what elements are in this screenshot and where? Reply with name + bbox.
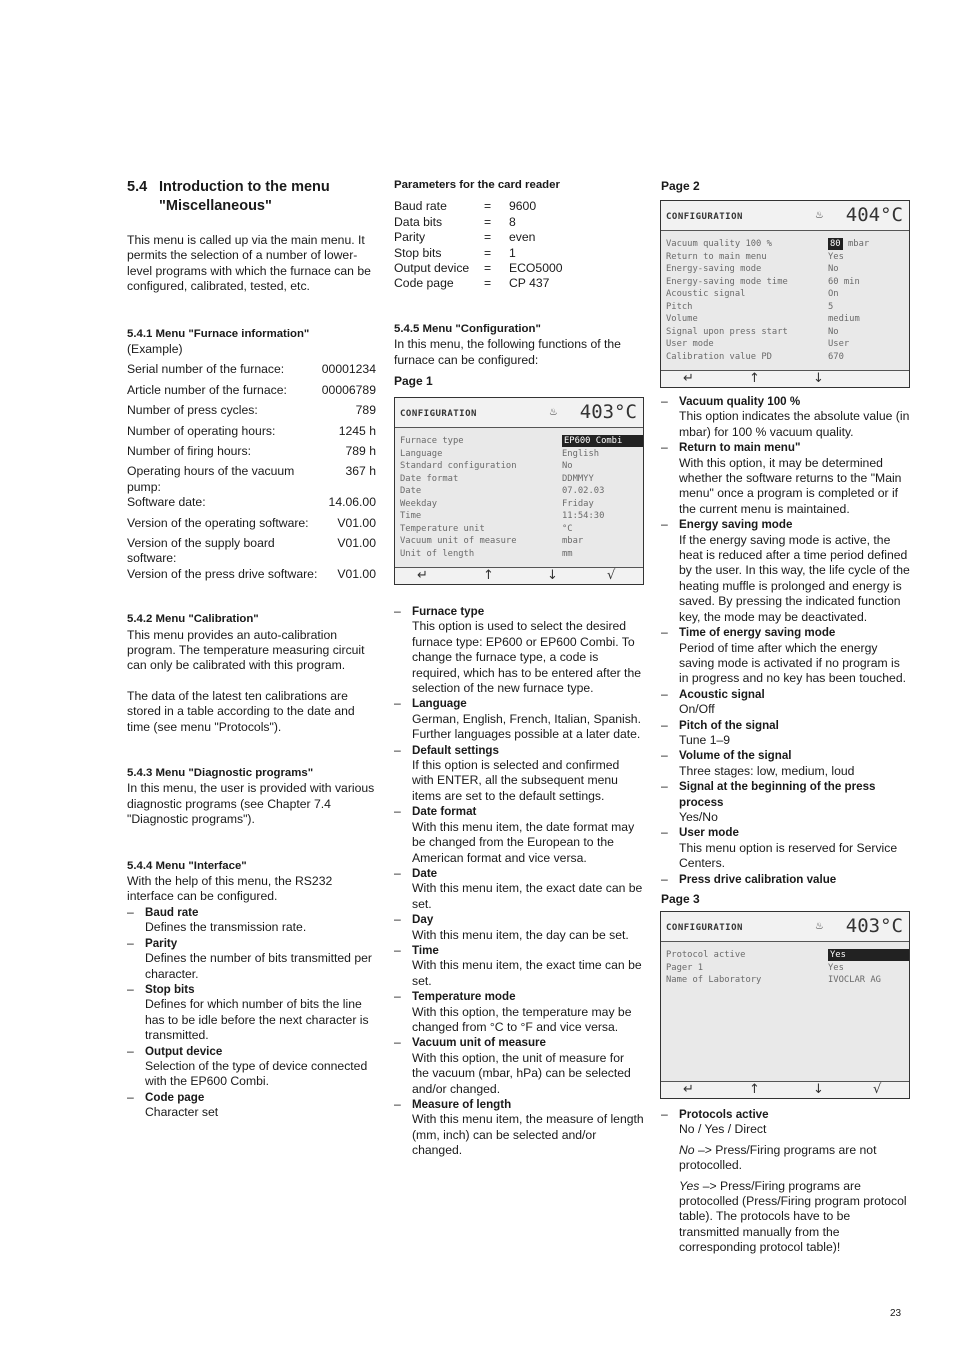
interface-item-desc: Selection of the type of device connected with the EP600 Combi. — [145, 1058, 368, 1089]
furnace-info-value: 00001234 — [321, 362, 376, 377]
lcd-row — [666, 351, 909, 364]
furnace-info-row — [127, 424, 376, 444]
misc-item-desc: Three stages: low, medium, loud — [679, 763, 855, 778]
furnace-info-row — [127, 464, 376, 495]
misc-item-title: Acoustic signal — [679, 687, 765, 701]
interface-item-title: Parity — [145, 936, 178, 950]
lcd-row-value: On — [828, 289, 839, 299]
params-table — [394, 199, 563, 291]
flame-icon: ♨ — [815, 918, 823, 932]
params-heading: Parameters for the card reader — [394, 179, 560, 191]
section-title — [159, 178, 330, 216]
interface-item-title: Code page — [145, 1090, 205, 1104]
up-arrow-icon[interactable]: ↑ — [749, 1082, 760, 1097]
lcd-row — [400, 510, 643, 523]
furnace-info-label: Operating hours of the vacuum pump: — [127, 464, 295, 494]
lcd-row-label: Energy-saving mode — [666, 264, 762, 274]
lcd-screen-page3 — [660, 911, 910, 1099]
lcd-row-label: Unit of length — [400, 548, 475, 559]
param-label: Parity — [394, 230, 426, 245]
lcd-screen-page2 — [660, 200, 910, 388]
misc-item-desc: Tune 1–9 — [679, 732, 731, 747]
back-icon[interactable]: ↵ — [683, 371, 694, 386]
interface-item — [127, 1044, 376, 1090]
back-icon[interactable]: ↵ — [683, 1082, 694, 1097]
lcd-rows — [666, 949, 909, 987]
misc-item-desc: If the energy saving mode is active, the heat is reduced after a time period defined by the user. In this way, the life cycle of the heating muffle is prolonged and energy is saved. By pressing the indicated function key, the mode may be deactivated. — [679, 532, 910, 624]
furnace-info-value: 789 h — [345, 444, 376, 458]
lcd-row-label: Return to main menu — [666, 251, 767, 262]
furnace-info-row — [127, 403, 376, 423]
lcd-row-value: medium — [828, 314, 860, 324]
section-title-line1: Introduction to the menu — [159, 179, 330, 195]
param-row — [394, 199, 563, 214]
lcd-temperature: 404°C — [845, 204, 903, 226]
config-item-desc: With this menu item, the exact time can be set. — [412, 958, 642, 988]
lcd-row-label: Date — [400, 486, 422, 496]
misc-item-title: Vacuum quality 100 % — [679, 395, 801, 408]
protocols-block — [661, 1107, 911, 1256]
misc-item — [661, 718, 911, 749]
param-label: Baud rate — [394, 199, 447, 214]
misc-item-desc: On/Off — [679, 702, 715, 717]
interface-item — [127, 982, 376, 1044]
lcd-row-value: IVOCLAR AG — [828, 975, 881, 985]
furnace-info-label: Version of the operating software: — [127, 515, 309, 530]
misc-item — [661, 779, 911, 825]
furnace-info-value: V01.00 — [337, 515, 376, 530]
protocols-title: Protocols active — [679, 1108, 769, 1121]
config-item — [394, 866, 644, 912]
furnace-info-label: Number of operating hours: — [127, 423, 276, 438]
lcd-row-value: Yes — [828, 251, 844, 262]
furnace-info-row — [127, 444, 376, 464]
param-row — [394, 230, 563, 245]
lcd-row — [400, 498, 643, 511]
param-value: 9600 — [509, 199, 537, 214]
lcd-row-label: Vacuum unit of measure — [400, 536, 517, 546]
lcd-row — [666, 301, 909, 314]
param-label: Data bits — [394, 214, 443, 229]
furnace-info-table — [127, 362, 376, 587]
config-item-title: Vacuum unit of measure — [412, 1036, 547, 1050]
lcd-row — [400, 473, 643, 486]
lcd-row-label: Time — [400, 511, 422, 521]
lcd-row-value: Yes — [828, 949, 909, 961]
lcd-title: CONFIGURATION — [400, 409, 477, 419]
config-item — [394, 912, 644, 943]
lcd-row — [666, 251, 909, 264]
lcd-header — [395, 398, 643, 428]
lcd-row-value: English — [562, 448, 600, 459]
param-eq: = — [484, 230, 492, 245]
interface-item-desc: Defines for which number of bits the line has to be idle before the next character is transmitted. — [145, 997, 369, 1043]
param-eq: = — [484, 199, 492, 214]
lcd-row-label: User mode — [666, 339, 714, 349]
lcd-row-label: Date format — [400, 473, 459, 484]
lcd-row — [666, 276, 909, 289]
furnace-info-value: 14.06.00 — [328, 495, 376, 510]
lcd-screen-page1 — [394, 397, 644, 585]
up-arrow-icon[interactable]: ↑ — [749, 371, 760, 386]
misc-item-title: Time of energy saving mode — [679, 626, 836, 640]
param-value: even — [509, 230, 536, 245]
lcd-rows — [666, 238, 909, 363]
config-item-desc: If this option is selected and confirmed with ENTER, all the subsequent menu items are set to the default settings. — [412, 758, 620, 803]
furnace-info-value: V01.00 — [337, 535, 376, 550]
misc-item — [661, 825, 911, 871]
lcd-row-value: No — [562, 461, 573, 471]
intro-text: This menu is called up via the main menu. It permits the selection of a number of lower-level programs with which the furnace can be configured, calibrated, tested, etc. — [127, 233, 371, 294]
section-heading — [127, 178, 376, 216]
diagnostic-heading: 5.4.3 Menu "Diagnostic programs" — [127, 767, 314, 780]
misc-item — [661, 440, 911, 517]
config-item-desc: With this menu item, the day can be set. — [412, 927, 629, 942]
lcd-row-value: 80 — [830, 239, 841, 249]
furnace-info-heading: 5.4.1 Menu "Furnace information" — [127, 327, 310, 340]
page2-label: Page 2 — [661, 179, 700, 193]
lcd-row-value: No — [828, 326, 839, 337]
lcd-row-label: Temperature unit — [400, 523, 485, 534]
lcd-row-value: °C — [562, 523, 573, 534]
lcd-row-label: Protocol active — [666, 950, 746, 960]
lcd-row-value: User — [828, 339, 850, 349]
config-item-title: Date format — [412, 805, 477, 819]
interface-item-title: Stop bits — [145, 982, 195, 996]
lcd-row-value: 11:54:30 — [562, 511, 605, 521]
misc-item-title: Press drive calibration value — [679, 872, 837, 886]
lcd-row — [666, 974, 909, 987]
lcd-row-label: Signal upon press start — [666, 326, 788, 337]
yes-word: Yes — [679, 1178, 700, 1193]
lcd-footer — [661, 1081, 909, 1098]
misc-item — [661, 748, 911, 779]
furnace-info-value: 00006789 — [321, 382, 376, 397]
page-number: 23 — [890, 1308, 902, 1319]
furnace-info-label: Number of press cycles: — [127, 403, 258, 418]
misc-item — [661, 625, 911, 687]
lcd-row — [400, 485, 643, 498]
furnace-info-example: (Example) — [127, 342, 183, 357]
lcd-row-label: Weekday — [400, 498, 438, 509]
lcd-row-value: Friday — [562, 498, 594, 509]
interface-item — [127, 905, 376, 936]
config-item — [394, 1035, 644, 1097]
lcd-row-label: Acoustic signal — [666, 289, 746, 299]
param-value: ECO5000 — [509, 261, 563, 276]
lcd-row-label: Energy-saving mode time — [666, 276, 788, 287]
interface-item-desc: Defines the number of bits transmitted per character. — [145, 951, 372, 981]
lcd-row — [666, 238, 909, 251]
lcd-row — [400, 435, 643, 448]
furnace-info-label: Article number of the furnace: — [127, 382, 287, 397]
interface-item-desc: Character set — [145, 1105, 219, 1120]
lcd-row-label: Language — [400, 448, 443, 459]
param-eq: = — [484, 261, 492, 276]
lcd-footer — [395, 567, 643, 584]
lcd-row-value: No — [828, 264, 839, 274]
furnace-info-label: Software date: — [127, 495, 206, 510]
lcd-row-label: Volume — [666, 314, 698, 324]
lcd-title: CONFIGURATION — [666, 212, 743, 222]
page1-label: Page 1 — [394, 374, 433, 389]
protocols-no — [679, 1143, 911, 1174]
interface-list — [127, 905, 376, 1121]
calibration-text-1: This menu provides an auto-calibration program. The temperature measuring circuit can only be calibrated with this program. — [127, 627, 365, 673]
misc-item-desc: This option indicates the absolute value (in mbar) for 100 % vacuum quality. — [679, 409, 910, 439]
config-text: In this menu, the following functions of the furnace can be configured: — [394, 337, 621, 367]
no-word: No — [679, 1142, 695, 1157]
param-label: Output device — [394, 261, 470, 276]
lcd-temperature: 403°C — [579, 401, 637, 423]
misc-item-title: Signal at the beginning of the press process — [679, 780, 876, 809]
config-items-list — [394, 604, 644, 1159]
param-eq: = — [484, 276, 492, 291]
misc-item — [661, 687, 911, 718]
protocols-item — [661, 1107, 911, 1256]
lcd-row-unit: mbar — [848, 239, 870, 249]
flame-icon: ♨ — [549, 404, 557, 418]
lcd-rows — [400, 435, 643, 560]
lcd-row-value: 60 min — [828, 276, 860, 287]
misc-item-title: Energy saving mode — [679, 518, 793, 532]
interface-item-title: Baud rate — [145, 905, 199, 919]
interface-item — [127, 1090, 376, 1121]
down-arrow-icon[interactable]: ↓ — [813, 371, 824, 386]
config-item — [394, 743, 644, 805]
param-eq: = — [484, 245, 492, 260]
param-value: 8 — [509, 214, 516, 229]
param-row — [394, 215, 563, 230]
column-middle — [394, 178, 643, 389]
misc-item-desc: With this option, it may be determined whether the software returns to the "Main menu" once a program is completed or if the current menu is maintained. — [679, 455, 902, 516]
lcd-temperature: 403°C — [845, 915, 903, 937]
lcd-row — [400, 523, 643, 536]
misc-item-desc: Yes/No — [679, 809, 718, 824]
config-item-desc: With this menu item, the exact date can be set. — [412, 881, 643, 911]
config-item — [394, 943, 644, 989]
config-item — [394, 804, 644, 866]
interface-item — [127, 936, 376, 982]
lcd-row-value: 5 — [828, 301, 834, 312]
misc-items-list — [661, 394, 911, 887]
check-icon[interactable]: √ — [873, 1082, 882, 1097]
furnace-info-label: Number of firing hours: — [127, 444, 251, 458]
interface-item-title: Output device — [145, 1044, 223, 1058]
back-icon[interactable]: ↵ — [417, 568, 428, 583]
furnace-info-value: 367 h — [345, 464, 376, 479]
param-value: CP 437 — [509, 276, 550, 291]
config-item-desc: With this menu item, the measure of length (mm, inch) can be selected and/or changed. — [412, 1112, 644, 1158]
lcd-row-label: Standard configuration — [400, 461, 517, 471]
lcd-row-value: Yes — [828, 962, 844, 973]
misc-item-desc: This menu option is reserved for Service Centers. — [679, 840, 898, 871]
lcd-row-label: Vacuum quality 100 % — [666, 239, 772, 249]
lcd-row — [400, 535, 643, 548]
misc-item-title: User mode — [679, 826, 739, 840]
lcd-row-value: 670 — [828, 351, 844, 362]
config-item-title: Day — [412, 913, 434, 927]
param-label: Code page — [394, 276, 454, 291]
misc-item — [661, 394, 911, 440]
yes-text: –> Press/Firing programs are protocolled (Press/Firing program protocol table). The protocols have to be transmitted manually from the corresponding protocol table)! — [679, 1178, 907, 1255]
misc-item-title: Volume of the signal — [679, 749, 792, 763]
config-item-desc: This option is used to select the desired furnace type: EP600 or EP600 Combi. To change the furnace type, a code is required, which has to be entered after the selection of the new furnace type. — [412, 619, 641, 696]
config-item — [394, 604, 644, 696]
lcd-footer — [661, 370, 909, 387]
lcd-row — [400, 460, 643, 473]
lcd-row-label: Pager 1 — [666, 962, 704, 973]
down-arrow-icon[interactable]: ↓ — [547, 568, 558, 583]
lcd-row-label: Name of Laboratory — [666, 975, 762, 985]
down-arrow-icon[interactable]: ↓ — [813, 1082, 824, 1097]
lcd-header — [661, 201, 909, 231]
lcd-row — [666, 326, 909, 339]
lcd-row-label: Furnace type — [400, 436, 464, 446]
lcd-row — [666, 288, 909, 301]
config-item-title: Default settings — [412, 743, 499, 757]
section-title-line2: "Miscellaneous" — [159, 198, 272, 214]
furnace-info-row — [127, 495, 376, 515]
param-row — [394, 246, 563, 261]
furnace-info-value: V01.00 — [337, 566, 376, 581]
lcd-row-value: DDMMYY — [562, 473, 594, 484]
lcd-row — [666, 313, 909, 326]
config-item-desc: With this option, the temperature may be changed from °C to °F and vice versa. — [412, 1004, 632, 1034]
up-arrow-icon[interactable]: ↑ — [483, 568, 494, 583]
misc-item — [661, 872, 911, 887]
furnace-info-row — [127, 516, 376, 536]
protocols-desc: No / Yes / Direct — [679, 1122, 767, 1137]
lcd-row-label: Pitch — [666, 301, 693, 312]
lcd-row — [666, 962, 909, 975]
column-left — [127, 178, 376, 1121]
interface-item-desc: Defines the transmission rate. — [145, 920, 307, 935]
page3-label: Page 3 — [661, 892, 700, 906]
furnace-info-label: Version of the supply board software: — [127, 535, 275, 566]
furnace-info-row — [127, 362, 376, 382]
furnace-info-value: 1245 h — [338, 423, 376, 438]
interface-text: With the help of this menu, the RS232 interface can be configured. — [127, 874, 333, 904]
misc-item-title: Pitch of the signal — [679, 718, 779, 732]
lcd-header — [661, 912, 909, 942]
config-item-title: Time — [412, 943, 439, 957]
section-number: 5.4 — [127, 179, 148, 195]
config-heading: 5.4.5 Menu "Configuration" — [394, 322, 541, 335]
param-row — [394, 276, 563, 291]
lcd-row — [400, 548, 643, 561]
param-label: Stop bits — [394, 245, 442, 260]
lcd-row-value: mbar — [562, 536, 584, 546]
lcd-row — [666, 263, 909, 276]
misc-item-title: Return to main menu" — [679, 441, 801, 455]
lcd-title: CONFIGURATION — [666, 923, 743, 933]
furnace-info-value: 789 — [355, 403, 376, 418]
param-row — [394, 261, 563, 276]
lcd-row-label: Calibration value PD — [666, 351, 772, 362]
furnace-info-row — [127, 567, 376, 587]
furnace-info-label: Version of the press drive software: — [127, 566, 318, 581]
no-text: –> Press/Firing programs are not protocolled. — [679, 1142, 877, 1173]
config-item — [394, 1097, 644, 1159]
calibration-heading: 5.4.2 Menu "Calibration" — [127, 613, 259, 626]
config-item-desc: With this menu item, the date format may be changed from the European to the American format and vice versa. — [412, 819, 635, 865]
lcd-row-value: 07.02.03 — [562, 486, 605, 496]
misc-item — [661, 517, 911, 625]
lcd-row — [666, 338, 909, 351]
protocols-yes — [679, 1179, 911, 1256]
furnace-info-row — [127, 536, 376, 567]
furnace-info-label: Serial number of the furnace: — [127, 362, 285, 377]
config-item — [394, 696, 644, 742]
config-item-title: Temperature mode — [412, 990, 516, 1004]
config-item-title: Date — [412, 866, 438, 880]
config-item-title: Furnace type — [412, 605, 485, 618]
lcd-row — [666, 949, 909, 962]
calibration-text-2: The data of the latest ten calibrations are stored in a table according to the date and time (see menu "Protocols"). — [127, 688, 355, 734]
param-eq: = — [484, 214, 492, 229]
misc-item-desc: Period of time after which the energy saving mode is activated if no program is in progress and no key has been touched. — [679, 640, 906, 686]
lcd-row — [400, 448, 643, 461]
config-item-title: Language — [412, 697, 467, 711]
config-item-title: Measure of length — [412, 1098, 512, 1111]
config-item — [394, 989, 644, 1035]
lcd-row-value: EP600 Combi — [562, 435, 643, 447]
lcd-row-value: mm — [562, 548, 573, 559]
interface-heading: 5.4.4 Menu "Interface" — [127, 859, 247, 872]
furnace-info-row — [127, 383, 376, 403]
param-value: 1 — [509, 245, 516, 260]
config-item-desc: With this option, the unit of measure for the vacuum (mbar, hPa) can be selected and/or changed. — [412, 1050, 631, 1096]
check-icon[interactable]: √ — [607, 568, 616, 583]
diagnostic-text: In this menu, the user is provided with various diagnostic programs (see Chapter 7.4 "Diagnostic programs"). — [127, 781, 375, 827]
flame-icon: ♨ — [815, 207, 823, 221]
config-item-desc: German, English, French, Italian, Spanish. Further languages possible at a later date. — [412, 711, 641, 742]
